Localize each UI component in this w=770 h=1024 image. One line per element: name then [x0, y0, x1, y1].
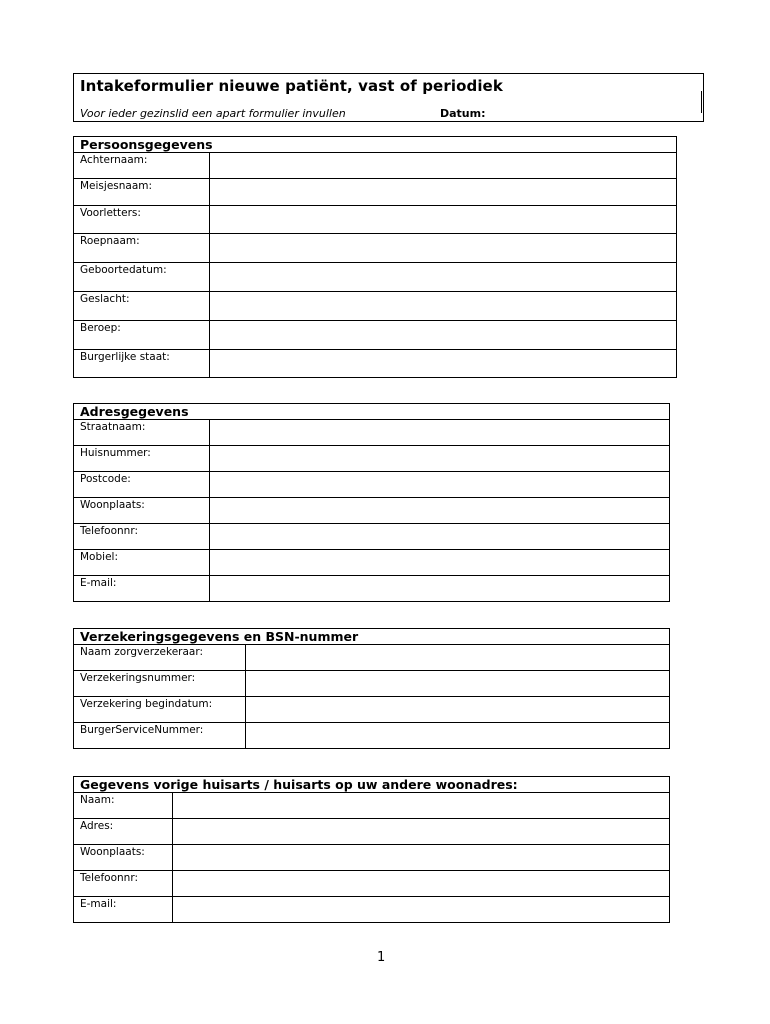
field-label: Postcode: — [74, 472, 210, 498]
field-label: Naam zorgverzekeraar: — [74, 645, 246, 671]
section-verzekeringsgegevens — [73, 628, 670, 749]
postcode-field[interactable] — [210, 472, 670, 498]
voorletters-field[interactable] — [210, 206, 677, 234]
field-label: Beroep: — [74, 321, 210, 350]
field-label: Adres: — [74, 819, 173, 845]
field-label: E-mail: — [74, 576, 210, 602]
field-label: BurgerServiceNummer: — [74, 723, 246, 749]
mobiel-field[interactable] — [210, 550, 670, 576]
field-label: Achternaam: — [74, 153, 210, 179]
header-divider — [701, 91, 702, 113]
form-title: Intakeformulier nieuwe patiënt, vast of periodiek — [80, 77, 503, 95]
section-title: Verzekeringsgegevens en BSN-nummer — [74, 629, 670, 645]
section-adresgegevens — [73, 403, 670, 602]
field-label: Geboortedatum: — [74, 263, 210, 292]
field-label: Burgerlijke staat: — [74, 350, 210, 378]
date-label: Datum: — [440, 107, 486, 120]
zorgverzekeraar-field[interactable] — [246, 645, 670, 671]
field-label: Meisjesnaam: — [74, 179, 210, 206]
page-number: 1 — [377, 950, 386, 965]
straatnaam-field[interactable] — [210, 420, 670, 446]
section-persoonsgegevens — [73, 136, 677, 378]
field-label: Huisnummer: — [74, 446, 210, 472]
field-label: Geslacht: — [74, 292, 210, 321]
bsn-field[interactable] — [246, 723, 670, 749]
field-label: Roepnaam: — [74, 234, 210, 263]
field-label: Straatnaam: — [74, 420, 210, 446]
field-label: Verzekering begindatum: — [74, 697, 246, 723]
beroep-field[interactable] — [210, 321, 677, 350]
field-label: E-mail: — [74, 897, 173, 923]
huisarts-telefoonnr-field[interactable] — [173, 871, 670, 897]
roepnaam-field[interactable] — [210, 234, 677, 263]
huisarts-woonplaats-field[interactable] — [173, 845, 670, 871]
huisarts-adres-field[interactable] — [173, 819, 670, 845]
field-label: Voorletters: — [74, 206, 210, 234]
huisnummer-field[interactable] — [210, 446, 670, 472]
field-label: Naam: — [74, 793, 173, 819]
telefoonnr-field[interactable] — [210, 524, 670, 550]
verzekeringsnummer-field[interactable] — [246, 671, 670, 697]
woonplaats-field[interactable] — [210, 498, 670, 524]
geboortedatum-field[interactable] — [210, 263, 677, 292]
form-header — [73, 73, 704, 122]
section-vorige-huisarts — [73, 776, 670, 923]
section-title: Gegevens vorige huisarts / huisarts op uw andere woonadres: — [74, 777, 670, 793]
field-label: Verzekeringsnummer: — [74, 671, 246, 697]
huisarts-naam-field[interactable] — [173, 793, 670, 819]
geslacht-field[interactable] — [210, 292, 677, 321]
field-label: Mobiel: — [74, 550, 210, 576]
form-instruction: Voor ieder gezinslid een apart formulier invullen — [80, 107, 346, 120]
email-field[interactable] — [210, 576, 670, 602]
field-label: Telefoonnr: — [74, 524, 210, 550]
huisarts-email-field[interactable] — [173, 897, 670, 923]
achternaam-field[interactable] — [210, 153, 677, 179]
burgerlijke-staat-field[interactable] — [210, 350, 677, 378]
section-title: Persoonsgegevens — [74, 137, 677, 153]
meisjesnaam-field[interactable] — [210, 179, 677, 206]
field-label: Woonplaats: — [74, 498, 210, 524]
field-label: Telefoonnr: — [74, 871, 173, 897]
section-title: Adresgegevens — [74, 404, 670, 420]
field-label: Woonplaats: — [74, 845, 173, 871]
begindatum-field[interactable] — [246, 697, 670, 723]
